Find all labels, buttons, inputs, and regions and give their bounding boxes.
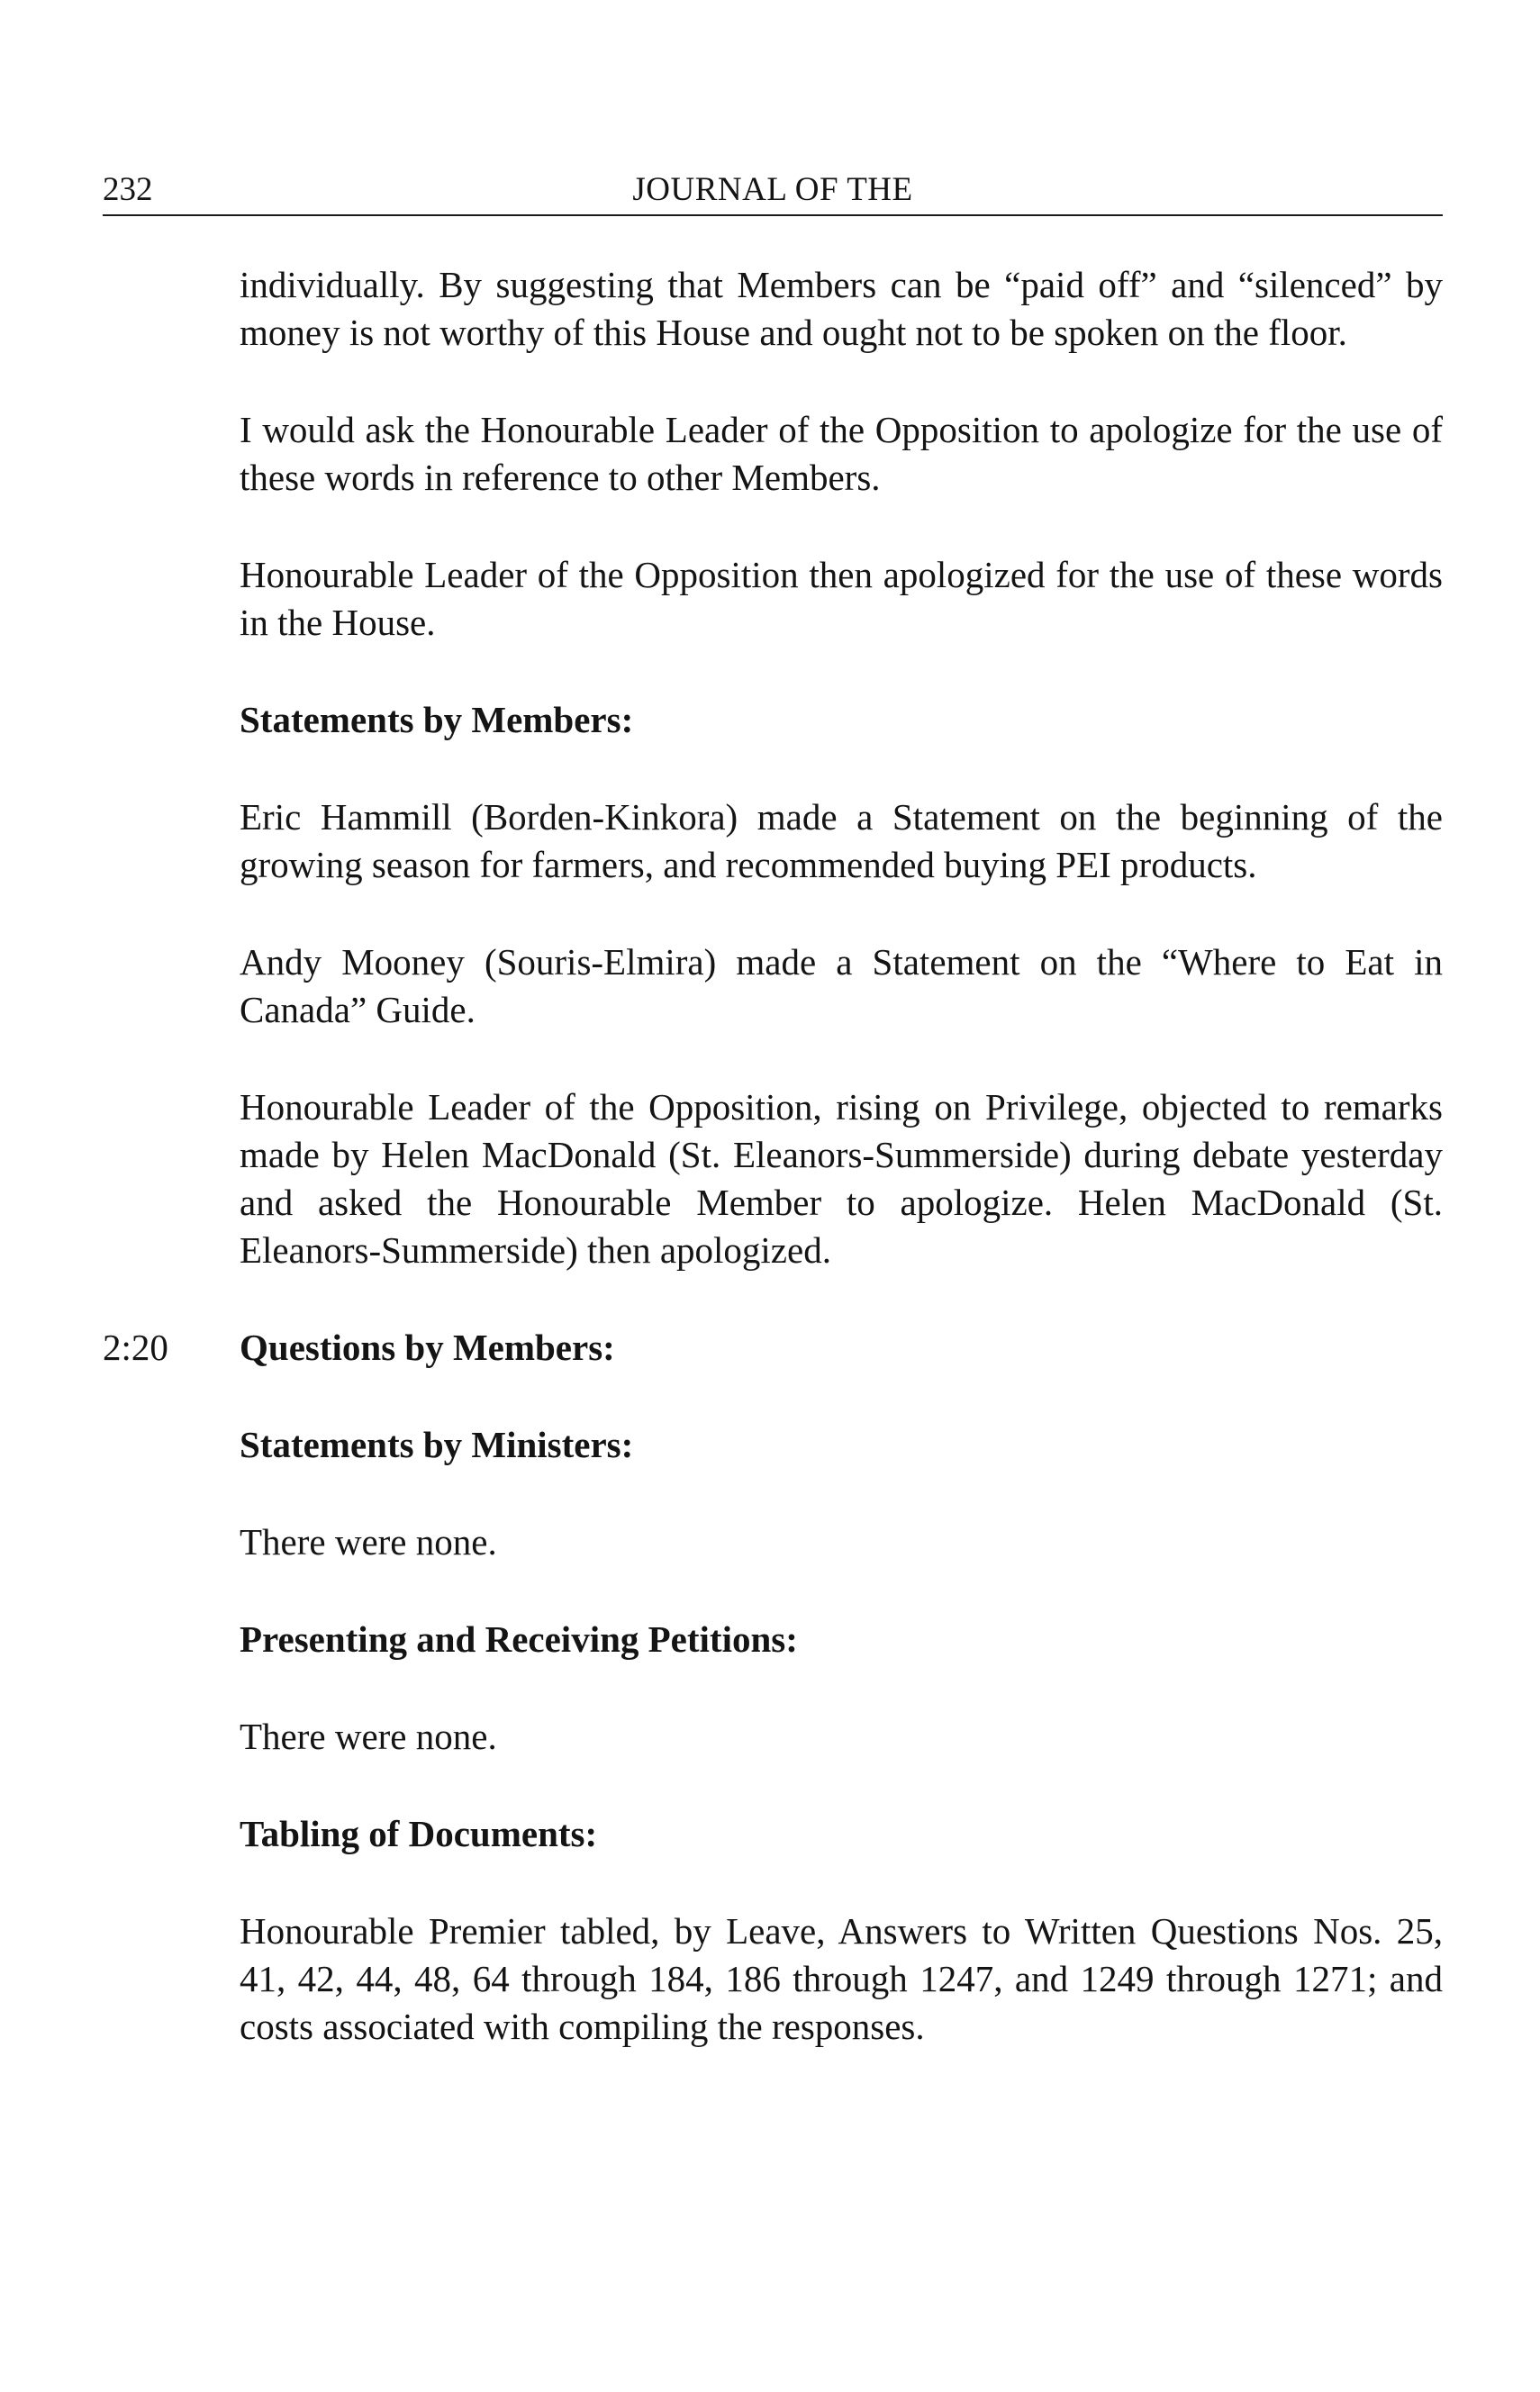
heading-statements-by-members: Statements by Members: bbox=[240, 699, 634, 740]
journal-body bbox=[103, 261, 1443, 2051]
paragraph-mooney-statement: Andy Mooney (Souris-Elmira) made a Statement on the “Where to Eat in Canada” Guide. bbox=[240, 941, 1443, 1030]
heading-statements-by-ministers: Statements by Ministers: bbox=[240, 1424, 634, 1465]
journal-title: JOURNAL OF THE bbox=[632, 171, 913, 208]
paragraph-tabled-answers: Honourable Premier tabled, by Leave, Answers to Written Questions Nos. 25, 41, 42, 44, 48, 64 through 184, 186 through 1247, and 1249 through 1271; and costs associated with compiling the responses. bbox=[240, 1910, 1443, 2047]
heading-petitions: Presenting and Receiving Petitions: bbox=[240, 1618, 798, 1660]
heading-questions-by-members: Questions by Members: bbox=[240, 1327, 615, 1368]
paragraph-hammill-statement: Eric Hammill (Borden-Kinkora) made a Statement on the beginning of the growing season for farmers, and recommended buying PEI products. bbox=[240, 796, 1443, 885]
time-marker: 2:20 bbox=[103, 1327, 168, 1368]
paragraph-apology-request: I would ask the Honourable Leader of the Opposition to apologize for the use of these words in reference to other Members. bbox=[240, 409, 1443, 498]
page-number: 232 bbox=[103, 171, 153, 208]
paragraph-privilege: Honourable Leader of the Opposition, rising on Privilege, objected to remarks made by Helen MacDonald (St. Eleanors-Summerside) during debate yesterday and asked the Honourable Member to apologize. Helen MacDonald (St. Eleanors-Summerside) then apologized. bbox=[240, 1086, 1443, 1271]
running-head bbox=[103, 169, 1443, 216]
paragraph-apology-given: Honourable Leader of the Opposition then apologized for the use of these words in the House. bbox=[240, 554, 1443, 643]
heading-tabling-of-documents: Tabling of Documents: bbox=[240, 1813, 598, 1854]
paragraph-no-statements: There were none. bbox=[240, 1521, 497, 1563]
paragraph-no-petitions: There were none. bbox=[240, 1716, 497, 1757]
questions-block bbox=[103, 1324, 1443, 1372]
paragraph-paid-off-remarks: individually. By suggesting that Members can be “paid off” and “silenced” by money is not worthy of this House and ought not to be spoken on the floor. bbox=[240, 264, 1443, 353]
